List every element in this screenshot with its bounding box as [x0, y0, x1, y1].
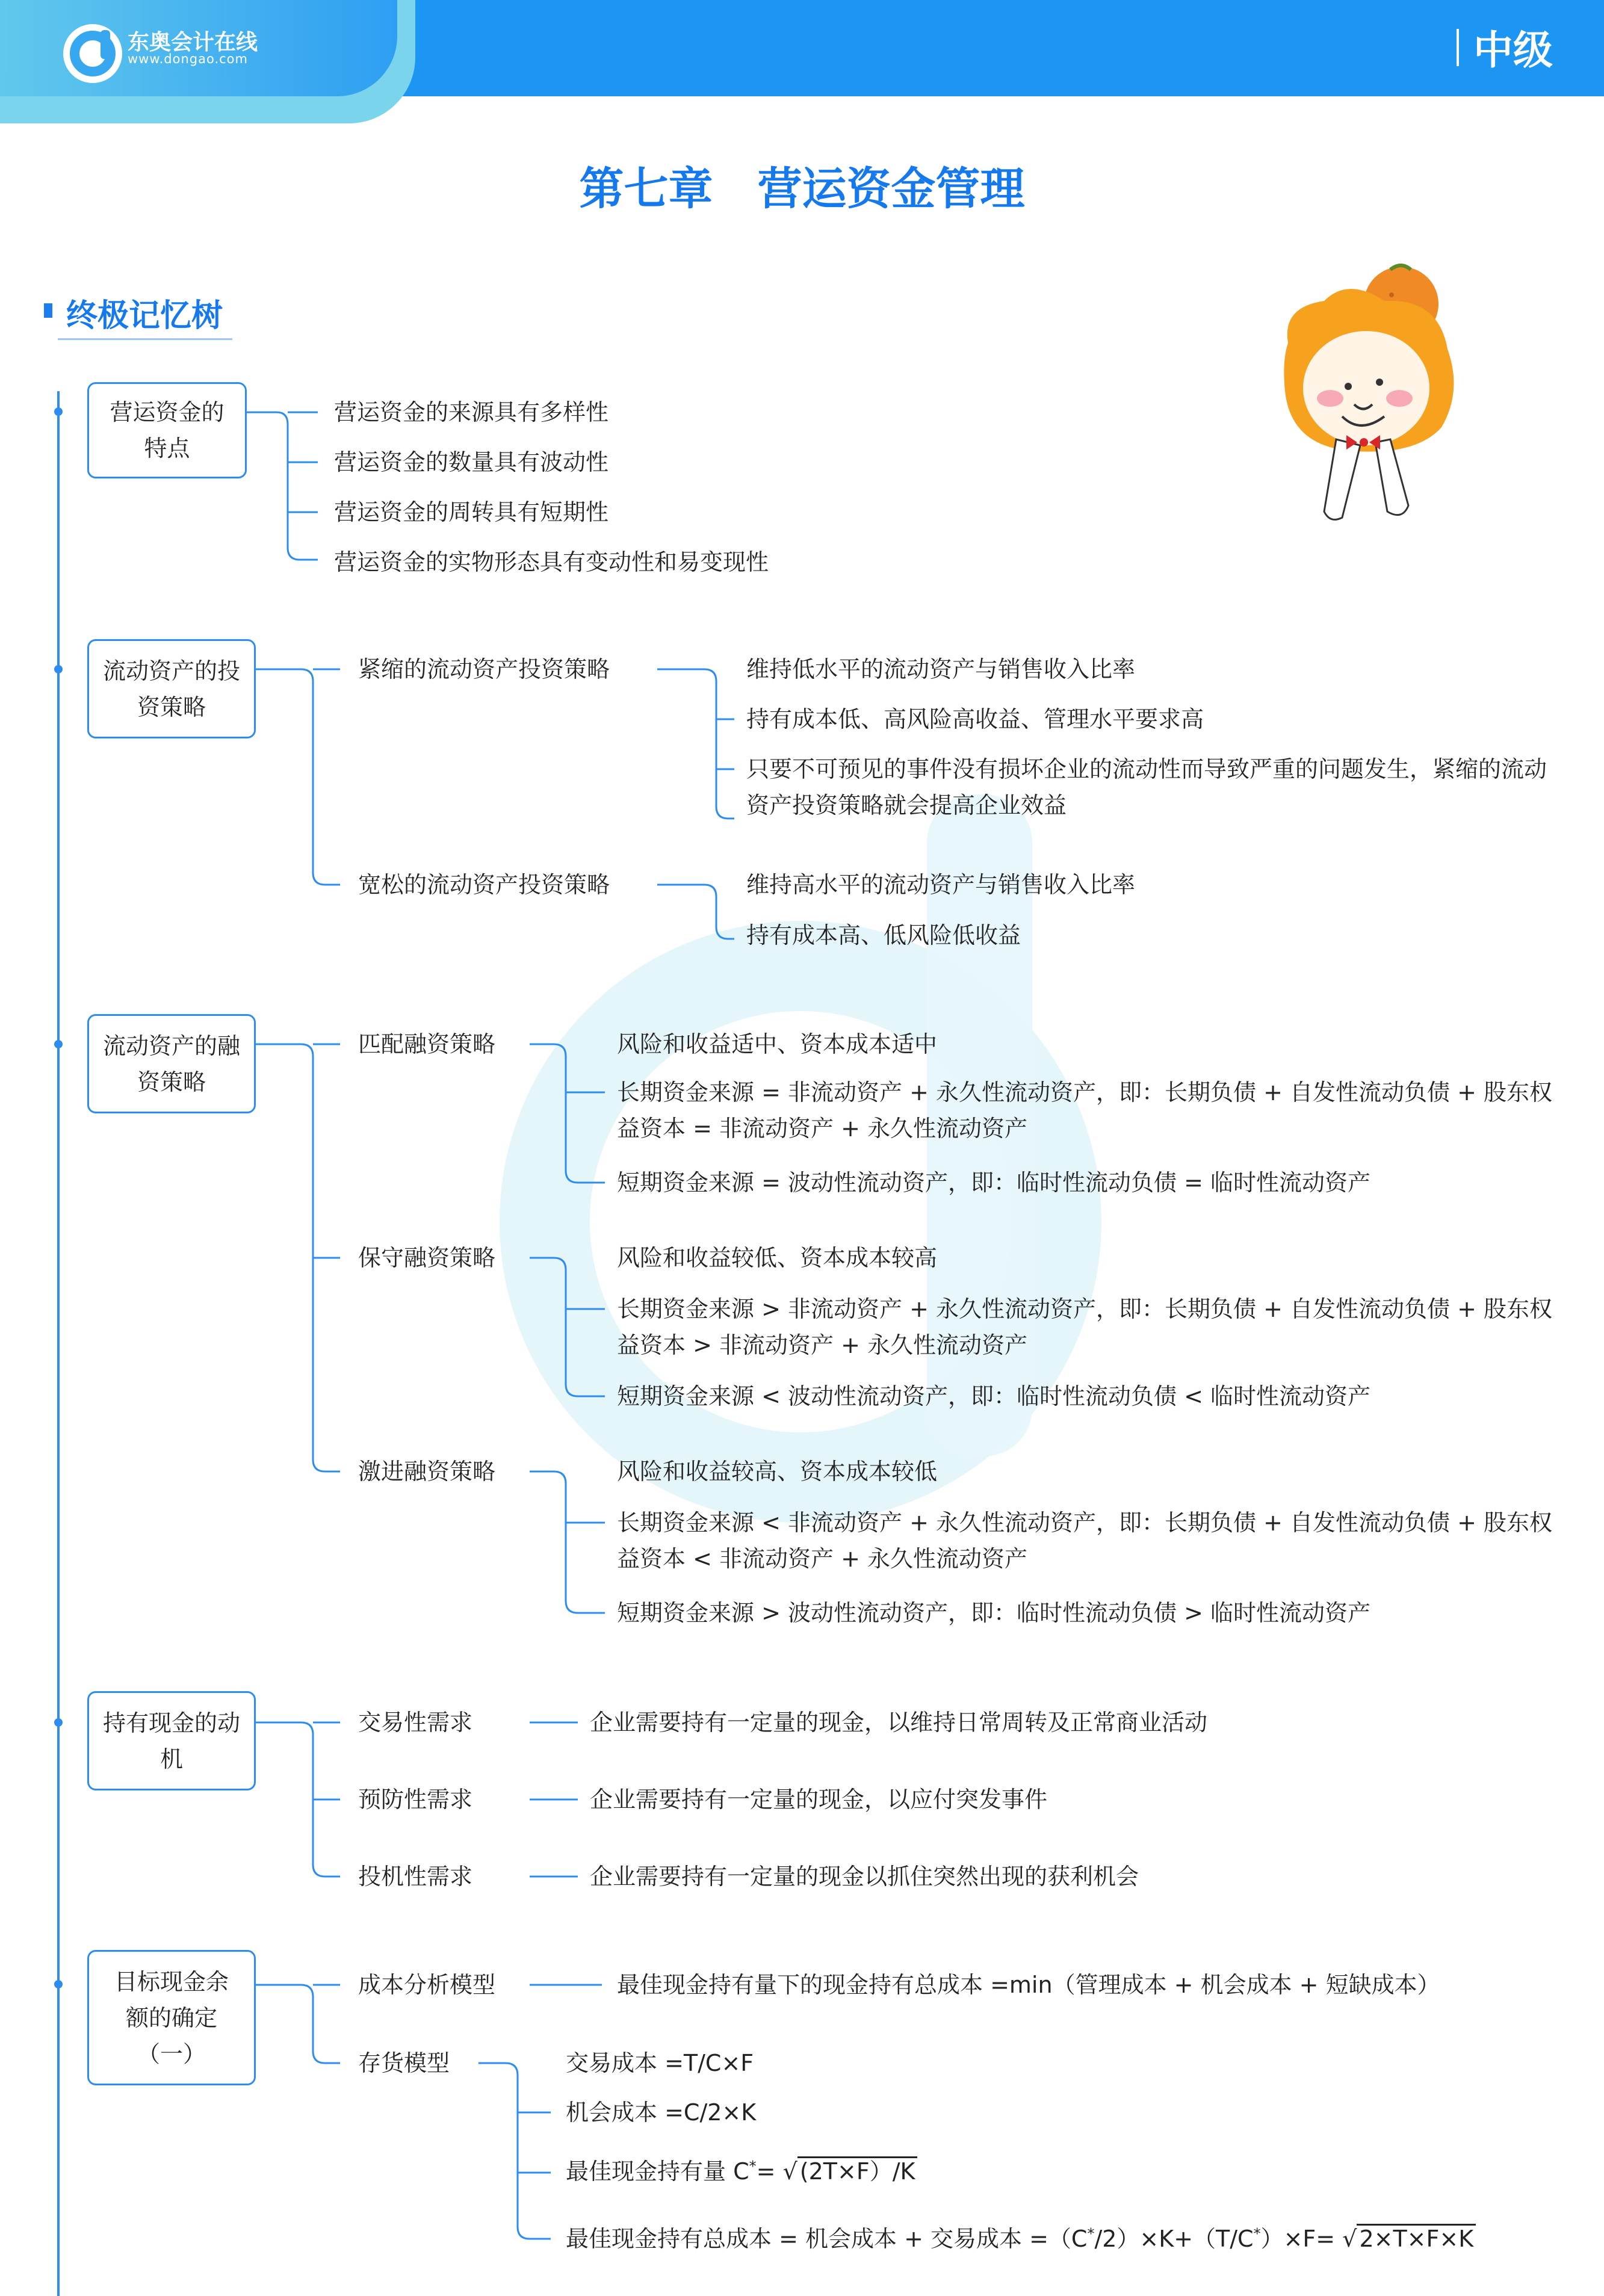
- branch-conservative-strategy: 保守融资策略: [358, 1245, 496, 1271]
- branch-precautionary-demand: 预防性需求: [358, 1786, 473, 1813]
- leaf-text: 只要不可预见的事件没有损坏企业的流动性而导致严重的问题发生，紧缩的流动资产投资策略就会提高企业效益: [746, 756, 1547, 818]
- leaf-text: 最佳现金持有量下的现金持有总成本 =min（管理成本 + 机会成本 + 短缺成本）: [617, 1972, 1440, 1998]
- branch-loose-strategy: 宽松的流动资产投资策略: [358, 871, 610, 898]
- leaf-text: 维持低水平的流动资产与销售收入比率: [746, 656, 1136, 682]
- branch-cost-analysis-model: 成本分析模型: [358, 1972, 496, 1998]
- spine-node-dot: [54, 665, 63, 673]
- leaf-text: 企业需要持有一定量的现金以抓住突然出现的获利机会: [590, 1863, 1139, 1890]
- branch-speculative-demand: 投机性需求: [358, 1863, 473, 1890]
- node-label: 营运资金的特点: [110, 399, 224, 462]
- spine-node-dot: [54, 1040, 63, 1048]
- branch-matching-strategy: 匹配融资策略: [358, 1031, 496, 1057]
- leaf-text: 风险和收益较低、资本成本较高: [617, 1245, 938, 1271]
- node-label: 流动资产的投资策略: [102, 657, 240, 720]
- node-label: 流动资产的融资策略: [102, 1032, 240, 1095]
- spine-node-dot: [54, 1718, 63, 1727]
- branch-inventory-model: 存货模型: [358, 2050, 450, 2076]
- leaf-text: 持有成本高、低风险低收益: [746, 922, 1021, 948]
- branch-aggressive-strategy: 激进融资策略: [358, 1458, 496, 1485]
- section-title: 终极记忆树: [66, 298, 223, 334]
- radicand: 2×T×F×K: [1357, 2224, 1476, 2252]
- leaf-text: 长期资金来源 > 非流动资产 + 永久性流动资产，即：长期负债 + 自发性流动负债 + 股东权益资本 > 非流动资产 + 永久性流动资产: [617, 1296, 1552, 1358]
- tree-spine: [57, 391, 60, 2296]
- leaf-text: 持有成本低、高风险高收益、管理水平要求高: [746, 706, 1204, 732]
- brand-name: 东奥会计在线: [128, 30, 258, 55]
- leaf-text: 短期资金来源 < 波动性流动资产，即：临时性流动负债 < 临时性流动资产: [617, 1383, 1370, 1409]
- leaf-text: 维持高水平的流动资产与销售收入比率: [746, 871, 1136, 898]
- brand-url: www.dongao.com: [128, 52, 248, 66]
- leaf-text: 企业需要持有一定量的现金，以应付突发事件: [590, 1786, 1048, 1813]
- leaf-text: 营运资金的周转具有短期性: [334, 499, 609, 525]
- formula-text: 最佳现金持有量 C: [566, 2158, 749, 2185]
- branch-transaction-demand: 交易性需求: [358, 1709, 473, 1736]
- sqrt-icon: √: [782, 2158, 797, 2185]
- node-label: 目标现金余额的确定（一）: [114, 1968, 229, 2067]
- node-current-asset-investment-strategy: [87, 639, 256, 738]
- leaf-text: 企业需要持有一定量的现金，以维持日常周转及正常商业活动: [590, 1709, 1208, 1736]
- formula-text: 最佳现金持有总成本 = 机会成本 + 交易成本 =（C: [566, 2226, 1088, 2252]
- formula-text: /2）×K+（T/C: [1094, 2226, 1254, 2252]
- leaf-text: 风险和收益适中、资本成本适中: [617, 1031, 938, 1057]
- formula-opportunity-cost: 机会成本 =C/2×K: [566, 2099, 757, 2126]
- spine-node-dot: [54, 1980, 63, 1988]
- leaf-text: 营运资金的来源具有多样性: [334, 399, 609, 425]
- node-current-asset-financing-strategy: [87, 1014, 256, 1113]
- superscript: *: [749, 2158, 757, 2175]
- superscript: *: [1253, 2225, 1261, 2242]
- chapter-title: 第七章 营运资金管理: [579, 163, 1025, 215]
- spine-node-dot: [54, 407, 63, 416]
- leaf-text: 风险和收益较高、资本成本较低: [617, 1458, 938, 1485]
- formula-text: ）×F=: [1260, 2226, 1336, 2252]
- formula-transaction-cost: 交易成本 =T/C×F: [566, 2050, 754, 2076]
- node-working-capital-features: [87, 382, 247, 478]
- leaf-text: 长期资金来源 = 非流动资产 + 永久性流动资产，即：长期负债 + 自发性流动负债 + 股东权益资本 = 非流动资产 + 永久性流动资产: [617, 1079, 1552, 1142]
- leaf-text: 长期资金来源 < 非流动资产 + 永久性流动资产，即：长期负债 + 自发性流动负债 + 股东权益资本 < 非流动资产 + 永久性流动资产: [617, 1509, 1552, 1572]
- node-label: 持有现金的动机: [102, 1709, 240, 1772]
- node-target-cash-balance: [87, 1950, 256, 2085]
- leaf-text: 营运资金的数量具有波动性: [334, 449, 609, 475]
- formula-optimal-total-cost: [566, 2221, 1476, 2257]
- exam-level: 中级: [1473, 27, 1553, 73]
- leaf-text: 短期资金来源 = 波动性流动资产，即：临时性流动负债 = 临时性流动资产: [617, 1169, 1370, 1196]
- sqrt-icon: √: [1342, 2226, 1357, 2252]
- leaf-text: 短期资金来源 > 波动性流动资产，即：临时性流动负债 > 临时性流动资产: [617, 1600, 1370, 1626]
- branch-tight-strategy: 紧缩的流动资产投资策略: [358, 656, 610, 682]
- formula-optimal-cash: [566, 2153, 917, 2189]
- formula-text: =: [756, 2158, 776, 2185]
- leaf-text: 营运资金的实物形态具有变动性和易变现性: [334, 549, 769, 575]
- node-cash-holding-motives: [87, 1691, 256, 1790]
- radicand: (2T×F）/K: [797, 2156, 918, 2185]
- superscript: *: [1087, 2225, 1095, 2242]
